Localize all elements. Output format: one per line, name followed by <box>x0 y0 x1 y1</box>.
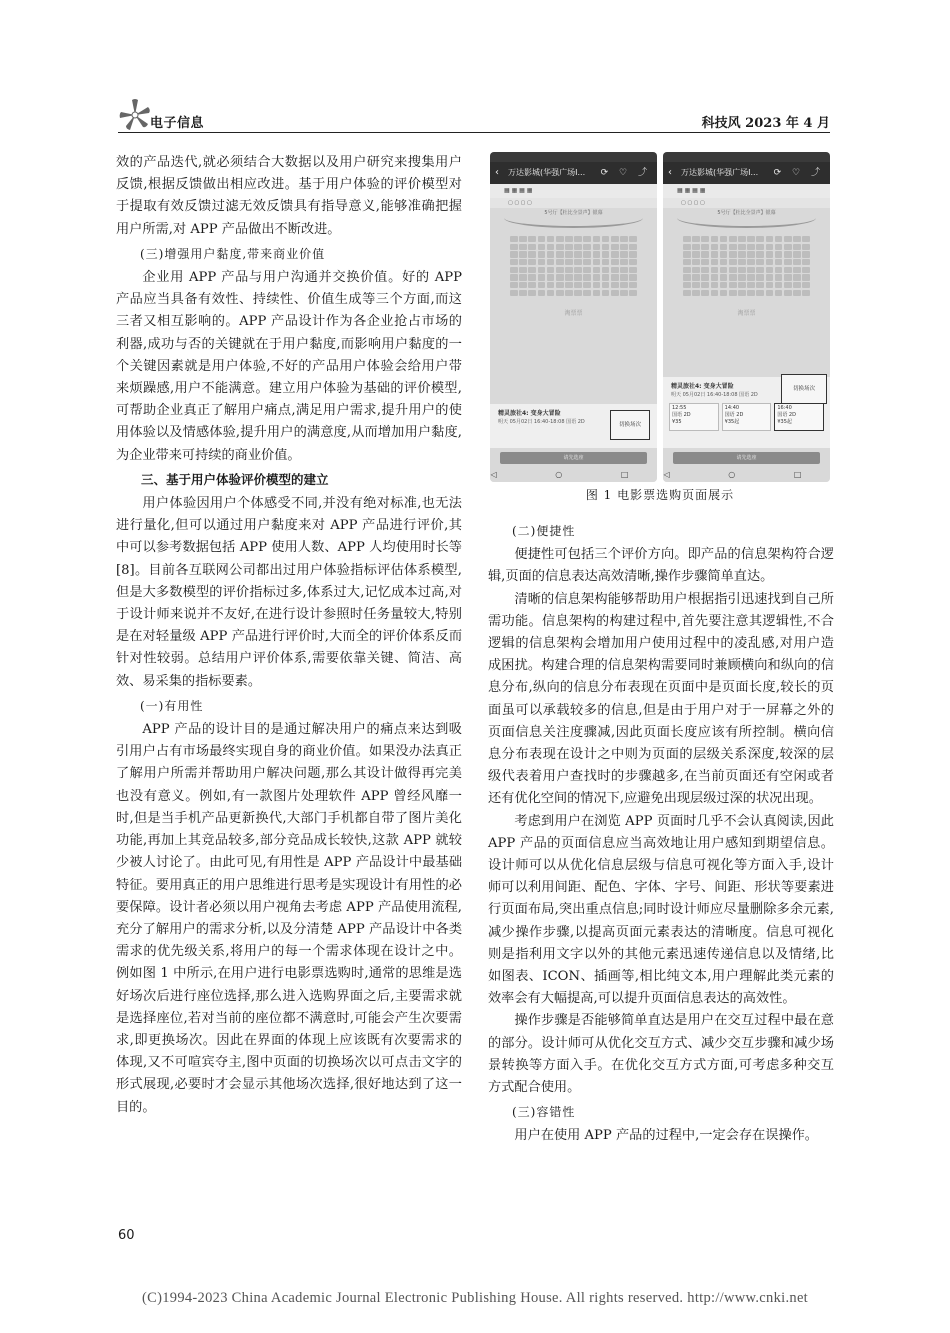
seat[interactable] <box>701 290 709 296</box>
figure-caption: 图 1 电影票选购页面展示 <box>585 488 735 502</box>
seat[interactable] <box>793 274 801 280</box>
seat[interactable] <box>793 244 801 250</box>
seat[interactable] <box>711 274 719 280</box>
seat[interactable] <box>565 290 573 296</box>
seat[interactable] <box>756 290 764 296</box>
seat[interactable] <box>602 267 610 273</box>
paragraph: 便捷性可包括三个评价方向。即产品的信息架构符合逻辑,页面的信息表达高效清晰,操作步骤简单直达。 <box>488 547 834 585</box>
seat[interactable] <box>519 274 527 280</box>
seat[interactable] <box>574 267 582 273</box>
seat[interactable] <box>683 290 691 296</box>
seat[interactable] <box>611 282 619 288</box>
seat[interactable] <box>547 236 555 242</box>
seat[interactable] <box>629 267 637 273</box>
seat[interactable] <box>793 259 801 265</box>
seat[interactable] <box>556 282 564 288</box>
subsection-heading: (二)便捷性 <box>512 524 576 538</box>
date-bar: ▦ ▦ ▦ ▦ <box>663 184 830 198</box>
seat[interactable] <box>547 244 555 250</box>
seat[interactable] <box>538 290 546 296</box>
seat[interactable] <box>593 274 601 280</box>
session-time: 12:55 <box>672 405 687 411</box>
seat[interactable] <box>593 244 601 250</box>
seat[interactable] <box>538 236 546 242</box>
seat[interactable] <box>574 290 582 296</box>
seat[interactable] <box>510 274 518 280</box>
copyright-footer: (C)1994-2023 China Academic Journal Electronic Publishing House. All rights reserved. http://www.cnki.net <box>141 1290 809 1306</box>
paragraph: 操作步骤是否能够简单直达是用户在交互过程中最在意的部分。设计师可从优化交互方式、减少交互步骤和减少场景转换等方面入手。在优化交互方式方面,可考虑多种交互方式配合使用。 <box>488 1013 834 1096</box>
seat[interactable] <box>766 274 774 280</box>
seat[interactable] <box>547 274 555 280</box>
seat[interactable] <box>738 267 746 273</box>
seat[interactable] <box>802 290 810 296</box>
seat[interactable] <box>620 251 628 257</box>
session-option[interactable] <box>722 403 772 431</box>
seat[interactable] <box>720 282 728 288</box>
seat[interactable] <box>802 244 810 250</box>
seat[interactable] <box>775 244 783 250</box>
seat[interactable] <box>756 244 764 250</box>
seat[interactable] <box>747 274 755 280</box>
paragraph: 效的产品迭代,就必须结合大数据以及用户研究来搜集用户反馈,根据反馈做出相应改进。基于用户体验的评价模型对于提取有效反馈过滤无效反馈具有指导意义,能够准确把握用户所需,对 APP 产品做出不断改进。 <box>116 155 462 237</box>
seat[interactable] <box>747 251 755 257</box>
seat[interactable] <box>802 282 810 288</box>
seat[interactable] <box>683 282 691 288</box>
seat[interactable] <box>692 282 700 288</box>
seat[interactable] <box>565 267 573 273</box>
seat[interactable] <box>747 290 755 296</box>
seat[interactable] <box>519 267 527 273</box>
seat[interactable] <box>766 236 774 242</box>
app-bar <box>490 162 657 184</box>
android-nav-bar: ◁ ○ □ <box>490 468 657 482</box>
seat[interactable] <box>683 259 691 265</box>
screen-label: 5号厅【杜比全景声】银幕 <box>677 208 816 228</box>
seat[interactable] <box>574 282 582 288</box>
seat[interactable] <box>593 290 601 296</box>
seat[interactable] <box>692 267 700 273</box>
seat[interactable] <box>602 251 610 257</box>
journal-issue: 科技风 2023 年 4 月 <box>701 116 830 131</box>
seat[interactable] <box>538 251 546 257</box>
seat[interactable] <box>775 290 783 296</box>
seat[interactable] <box>528 244 536 250</box>
session-lang: 国语 2D <box>777 412 796 418</box>
seat[interactable] <box>629 259 637 265</box>
seat[interactable] <box>556 236 564 242</box>
seat[interactable] <box>747 244 755 250</box>
seat[interactable] <box>784 244 792 250</box>
session-price: ¥35起 <box>777 419 792 425</box>
seat[interactable] <box>528 274 536 280</box>
seat[interactable] <box>720 236 728 242</box>
seat[interactable] <box>692 259 700 265</box>
seat[interactable] <box>510 267 518 273</box>
seat[interactable] <box>729 259 737 265</box>
seat[interactable] <box>556 274 564 280</box>
seat[interactable] <box>574 251 582 257</box>
seat[interactable] <box>720 259 728 265</box>
status-bar <box>663 152 830 162</box>
seat[interactable] <box>692 274 700 280</box>
seat[interactable] <box>793 267 801 273</box>
seat[interactable] <box>593 282 601 288</box>
seat[interactable] <box>565 236 573 242</box>
seat[interactable] <box>756 259 764 265</box>
seat[interactable] <box>611 274 619 280</box>
seat[interactable] <box>766 244 774 250</box>
seat[interactable] <box>784 282 792 288</box>
seat[interactable] <box>747 236 755 242</box>
seat[interactable] <box>538 282 546 288</box>
seat[interactable] <box>711 251 719 257</box>
seat[interactable] <box>510 244 518 250</box>
seat[interactable] <box>738 259 746 265</box>
seat[interactable] <box>593 267 601 273</box>
seat[interactable] <box>528 267 536 273</box>
seat[interactable] <box>547 290 555 296</box>
seat[interactable] <box>701 274 709 280</box>
seat[interactable] <box>756 267 764 273</box>
date-bar: ▦ ▦ ▦ ▦ <box>490 184 657 198</box>
seat[interactable] <box>683 236 691 242</box>
seat[interactable] <box>711 259 719 265</box>
seat[interactable] <box>556 259 564 265</box>
seat[interactable] <box>528 236 536 242</box>
seat[interactable] <box>528 251 536 257</box>
toolbar-icons: ⟳ ♡ ⤴ <box>600 168 651 178</box>
cinema-title: 万达影城(华强广场I... <box>508 168 586 177</box>
journal-logo-icon <box>118 98 152 132</box>
seat[interactable] <box>775 267 783 273</box>
seat[interactable] <box>593 259 601 265</box>
seat[interactable] <box>565 244 573 250</box>
seat[interactable] <box>556 290 564 296</box>
screen-label: 5号厅【杜比全景声】银幕 <box>504 208 643 228</box>
seat[interactable] <box>611 236 619 242</box>
page-header <box>118 92 830 136</box>
seat[interactable] <box>510 282 518 288</box>
seat[interactable] <box>738 251 746 257</box>
back-icon[interactable]: ‹ <box>495 167 499 178</box>
seat[interactable] <box>547 259 555 265</box>
subsection-heading: (三)容错性 <box>512 1105 576 1120</box>
seat[interactable] <box>611 290 619 296</box>
seat[interactable] <box>747 267 755 273</box>
seat[interactable] <box>629 236 637 242</box>
seat[interactable] <box>701 259 709 265</box>
seat[interactable] <box>701 244 709 250</box>
seat[interactable] <box>519 244 527 250</box>
seat[interactable] <box>602 282 610 288</box>
seat[interactable] <box>528 290 536 296</box>
showtime-info: 明天 05月02日 16:40-18:08 国语 2D <box>498 419 585 425</box>
seat[interactable] <box>766 267 774 273</box>
seat[interactable] <box>738 236 746 242</box>
seat[interactable] <box>620 236 628 242</box>
seat[interactable] <box>583 244 591 250</box>
seat[interactable] <box>720 290 728 296</box>
seat[interactable] <box>629 244 637 250</box>
seat[interactable] <box>611 267 619 273</box>
seat[interactable] <box>729 244 737 250</box>
seat[interactable] <box>510 259 518 265</box>
seat[interactable] <box>692 236 700 242</box>
seat[interactable] <box>565 282 573 288</box>
session-option-selected[interactable] <box>774 403 824 431</box>
seat[interactable] <box>611 251 619 257</box>
buy-button[interactable]: 请先选座 <box>673 452 820 464</box>
seat[interactable] <box>775 282 783 288</box>
session-lang: 国语 2D <box>724 412 744 418</box>
seat[interactable] <box>593 251 601 257</box>
seat[interactable] <box>720 267 728 273</box>
seat[interactable] <box>720 251 728 257</box>
seat[interactable] <box>565 259 573 265</box>
seat[interactable] <box>602 290 610 296</box>
paragraph: APP 产品的设计目的是通过解决用户的痛点来达到吸引用户占有市场最终实现自身的商业价值。如果没办法真正了解用户所需并帮助用户解决问题,那么其设计做得再完美也没有意义。例如,有一款图片处理软件 APP 曾经风靡一时,但是当手机产品更新换代,大部门手机都自带了图片美化功能,再加上其竞品较多,部分竞品成长较快,这款 APP 就较少被人讨论了。由此可见,有用性是 APP 产品设计中最基础特征。要用真正的用户思维进行思考是实现设计有用性的必要保障。设计者必须以用户视角去考虑 APP 产品使用流程,充分了解用户的需求分析,以及分清楚 APP 产品设计中各类需求的优先级关系,将用户的每一个需求体现在设计之中。例如图 1 中所示,在用户进行电影票选购时,通常的思维是选好场次后进行座位选择,那么进入选购界面之后,主要需求就是选择座位,若对当前的座位都不满意时,可能会产生次要需求,即更换场次。因此在界面的体现上应该既有次要需求的体现,又不可喧宾夺主,图中页面的切换场次以可点击文字的形式展现,必要时才会显示其他场次选择,很好地达到了这一目的。 <box>116 722 462 1115</box>
seat[interactable] <box>583 259 591 265</box>
seat[interactable] <box>547 267 555 273</box>
seat[interactable] <box>583 236 591 242</box>
section-heading: 三、基于用户体验评价模型的建立 <box>141 471 329 487</box>
session-time: 16:40 <box>777 405 792 411</box>
seat[interactable] <box>620 274 628 280</box>
seat[interactable] <box>756 274 764 280</box>
seat[interactable] <box>547 282 555 288</box>
seat[interactable] <box>711 244 719 250</box>
journal-section-title: 电子信息 <box>150 116 205 131</box>
seat[interactable] <box>629 290 637 296</box>
seat[interactable] <box>620 259 628 265</box>
seat-map[interactable] <box>510 236 637 296</box>
session-lang: 国语 2D <box>672 412 691 418</box>
seat[interactable] <box>510 236 518 242</box>
watermark: 淘票票 <box>737 310 756 317</box>
seat[interactable] <box>766 251 774 257</box>
watermark: 淘票票 <box>564 310 583 317</box>
seat-map[interactable] <box>683 236 810 296</box>
seat[interactable] <box>593 236 601 242</box>
seat[interactable] <box>729 290 737 296</box>
seat[interactable] <box>519 251 527 257</box>
seat[interactable] <box>802 251 810 257</box>
seat[interactable] <box>756 236 764 242</box>
seat[interactable] <box>793 236 801 242</box>
right-column <box>488 518 834 1148</box>
seat[interactable] <box>784 267 792 273</box>
seat[interactable] <box>756 251 764 257</box>
back-icon[interactable]: ‹ <box>668 167 672 178</box>
seat[interactable] <box>692 244 700 250</box>
seat[interactable] <box>711 282 719 288</box>
paragraph: 用户体验因用户个体感受不同,并没有绝对标准,也无法进行量化,但可以通过用户黏度来对 APP 产品进行评价,其中可以参考数据包括 APP 使用人数、APP 人均使用时长等[8]。目前各互联网公司都出过用户体验指标评估体系模型,但是大多数模型的评价指标过多,体系过大,记忆成本过高,对于设计师来说并不友好,在进行设计参照时任务量较大,特别是在对轻量级 APP 产品进行评价时,大而全的评价体系反而针对性较弱。总结用户评价体系,需要依靠关键、简洁、高效、易采集的指标要素。 <box>116 496 462 689</box>
seat[interactable] <box>547 251 555 257</box>
paragraph: 用户在使用 APP 产品的过程中,一定会存在误操作。 <box>514 1128 818 1144</box>
seat[interactable] <box>574 274 582 280</box>
seat[interactable] <box>711 290 719 296</box>
seat[interactable] <box>692 290 700 296</box>
seat[interactable] <box>602 259 610 265</box>
figure-1 <box>490 152 830 482</box>
switch-session-button[interactable]: 切换场次 <box>610 410 650 440</box>
subsection-heading: (一)有用性 <box>140 698 204 713</box>
seat[interactable] <box>793 251 801 257</box>
seat[interactable] <box>556 244 564 250</box>
subsection-heading: (三)增强用户黏度,带来商业价值 <box>140 246 326 261</box>
seat[interactable] <box>775 274 783 280</box>
seat[interactable] <box>720 244 728 250</box>
seat[interactable] <box>556 267 564 273</box>
status-bar <box>490 152 657 162</box>
seat[interactable] <box>738 290 746 296</box>
showtime-info: 明天 05月02日 16:40-18:08 国语 2D <box>671 392 758 398</box>
seat[interactable] <box>583 274 591 280</box>
seat[interactable] <box>793 290 801 296</box>
seat[interactable] <box>602 236 610 242</box>
seat[interactable] <box>738 244 746 250</box>
seat[interactable] <box>701 282 709 288</box>
seat[interactable] <box>802 274 810 280</box>
seat[interactable] <box>620 282 628 288</box>
seat[interactable] <box>629 282 637 288</box>
collapse-session-button[interactable]: 切换场次 <box>781 374 827 404</box>
app-bar <box>663 162 830 184</box>
paragraph: 企业用 APP 产品与用户沟通并交换价值。好的 APP 产品应当具备有效性、持续性、价值生成等三个方面,而这三者又相互影响的。APP 产品设计作为各企业抢占市场的利器,成功与否的关键就在于用户黏度,而影响用户黏度的一个关键因素就是用户体验,不好的产品用户体验会给用户带来烦躁感,用户不能满意。建立用户体验为基础的评价模型,可帮助企业真正了解用户痛点,满足用户需求,提升用户的使用体验以及情感体验,提升用户的满意度,从而增加用户黏度,为企业带来可持续的商业价值。 <box>116 270 462 463</box>
seat[interactable] <box>510 290 518 296</box>
toolbar-icons: ⟳ ♡ ⤴ <box>773 168 824 178</box>
seat[interactable] <box>519 282 527 288</box>
seat[interactable] <box>747 282 755 288</box>
seat[interactable] <box>611 244 619 250</box>
seat[interactable] <box>729 282 737 288</box>
phone-screenshot-b <box>663 152 830 482</box>
session-price: ¥35 <box>672 419 682 425</box>
seat[interactable] <box>775 236 783 242</box>
seat[interactable] <box>556 251 564 257</box>
seat[interactable] <box>574 259 582 265</box>
seat[interactable] <box>729 236 737 242</box>
page-number: 60 <box>118 1228 135 1243</box>
seat[interactable] <box>611 259 619 265</box>
android-nav-bar: ◁ ○ □ <box>663 468 830 482</box>
seat[interactable] <box>747 259 755 265</box>
movie-name: 精灵旅社4: 变身大冒险 <box>498 410 561 417</box>
seat[interactable] <box>711 236 719 242</box>
seat[interactable] <box>519 236 527 242</box>
session-option[interactable] <box>669 403 719 431</box>
seat[interactable] <box>775 251 783 257</box>
seat[interactable] <box>756 282 764 288</box>
seat[interactable] <box>775 259 783 265</box>
seat[interactable] <box>583 267 591 273</box>
seat[interactable] <box>574 244 582 250</box>
paragraph: 考虑到用户在浏览 APP 页面时几乎不会认真阅读,因此 APP 产品的页面信息应当高效地让用户感知到期望信息。设计师可以从优化信息层级与信息可视化等方面入手,设计师可以利用间距、配色、字体、字号、间距、形状等要素进行页面布局,突出重点信息;同时设计师应尽量删除多余元素,减少操作步骤,以提高页面元素表达的清晰度。信息可视化则是指利用文字以外的其他元素迅速传递信息以及情绪,比如图表、ICON、插画等,相比纯文本,用户理解此类元素的效率会有大幅提高,可以提升页面信息表达的高效性。 <box>488 813 834 1007</box>
seat[interactable] <box>729 267 737 273</box>
seat[interactable] <box>683 251 691 257</box>
movie-name: 精灵旅社4: 变身大冒险 <box>671 383 734 390</box>
seat[interactable] <box>729 274 737 280</box>
seat[interactable] <box>701 267 709 273</box>
seat[interactable] <box>629 274 637 280</box>
seat[interactable] <box>538 244 546 250</box>
seat[interactable] <box>802 267 810 273</box>
seat[interactable] <box>565 251 573 257</box>
seat[interactable] <box>802 236 810 242</box>
seat[interactable] <box>629 251 637 257</box>
seat[interactable] <box>538 259 546 265</box>
paragraph: 清晰的信息架构能够帮助用户根据指引迅速找到自己所需功能。信息架构的构建过程中,首先要注意其逻辑性,不合逻辑的信息架构会增加用户使用过程中的凌乱感,对用户造成困扰。构建合理的信息架构需要同时兼顾横向和纵向的信息分布,纵向的信息分布表现在页面中是页面长度,较长的页面虽可以承载较多的信息,但是由于用户对于一屏幕之外的页面信息关注度骤减,因此页面长度应该有所控制。横向信息分布表现在设计之中则为页面的层级关系深度,较深的层级代表着用户查找时的步骤越多,在当前页面还有空闲或者还有优化空间的情况下,应避免出现层级过深的状况出现。 <box>488 591 834 807</box>
seat[interactable] <box>784 290 792 296</box>
seat[interactable] <box>574 236 582 242</box>
seat[interactable] <box>766 282 774 288</box>
seat[interactable] <box>793 282 801 288</box>
seat[interactable] <box>583 251 591 257</box>
left-column <box>116 152 462 1119</box>
seat[interactable] <box>692 251 700 257</box>
seat[interactable] <box>701 251 709 257</box>
session-time: 14:40 <box>724 405 740 411</box>
seat[interactable] <box>519 259 527 265</box>
seat[interactable] <box>620 290 628 296</box>
seat[interactable] <box>620 244 628 250</box>
seat[interactable] <box>738 282 746 288</box>
seat[interactable] <box>602 274 610 280</box>
seat[interactable] <box>565 274 573 280</box>
seat[interactable] <box>766 290 774 296</box>
seat-legend: ▢ ▢ ▢ ▢ <box>663 198 830 208</box>
seat[interactable] <box>528 259 536 265</box>
seat[interactable] <box>720 274 728 280</box>
session-price: ¥35起 <box>724 419 740 425</box>
seat[interactable] <box>683 267 691 273</box>
seat-legend: ▢ ▢ ▢ ▢ <box>490 198 657 208</box>
seat[interactable] <box>784 251 792 257</box>
seat[interactable] <box>701 236 709 242</box>
seat[interactable] <box>738 274 746 280</box>
seat[interactable] <box>528 282 536 288</box>
seat[interactable] <box>729 251 737 257</box>
seat[interactable] <box>683 274 691 280</box>
seat[interactable] <box>620 267 628 273</box>
phone-screenshot-a <box>490 152 657 482</box>
seat[interactable] <box>766 259 774 265</box>
seat[interactable] <box>583 282 591 288</box>
buy-button[interactable]: 请先选座 <box>500 452 647 464</box>
seat[interactable] <box>538 267 546 273</box>
seat[interactable] <box>711 267 719 273</box>
seat[interactable] <box>510 251 518 257</box>
seat[interactable] <box>784 236 792 242</box>
seat[interactable] <box>784 274 792 280</box>
cinema-title: 万达影城(华强广场I... <box>681 168 759 177</box>
seat[interactable] <box>538 274 546 280</box>
seat[interactable] <box>784 259 792 265</box>
header-divider <box>118 132 830 133</box>
seat[interactable] <box>583 290 591 296</box>
seat[interactable] <box>519 290 527 296</box>
seat[interactable] <box>602 244 610 250</box>
seat[interactable] <box>802 259 810 265</box>
seat[interactable] <box>683 244 691 250</box>
